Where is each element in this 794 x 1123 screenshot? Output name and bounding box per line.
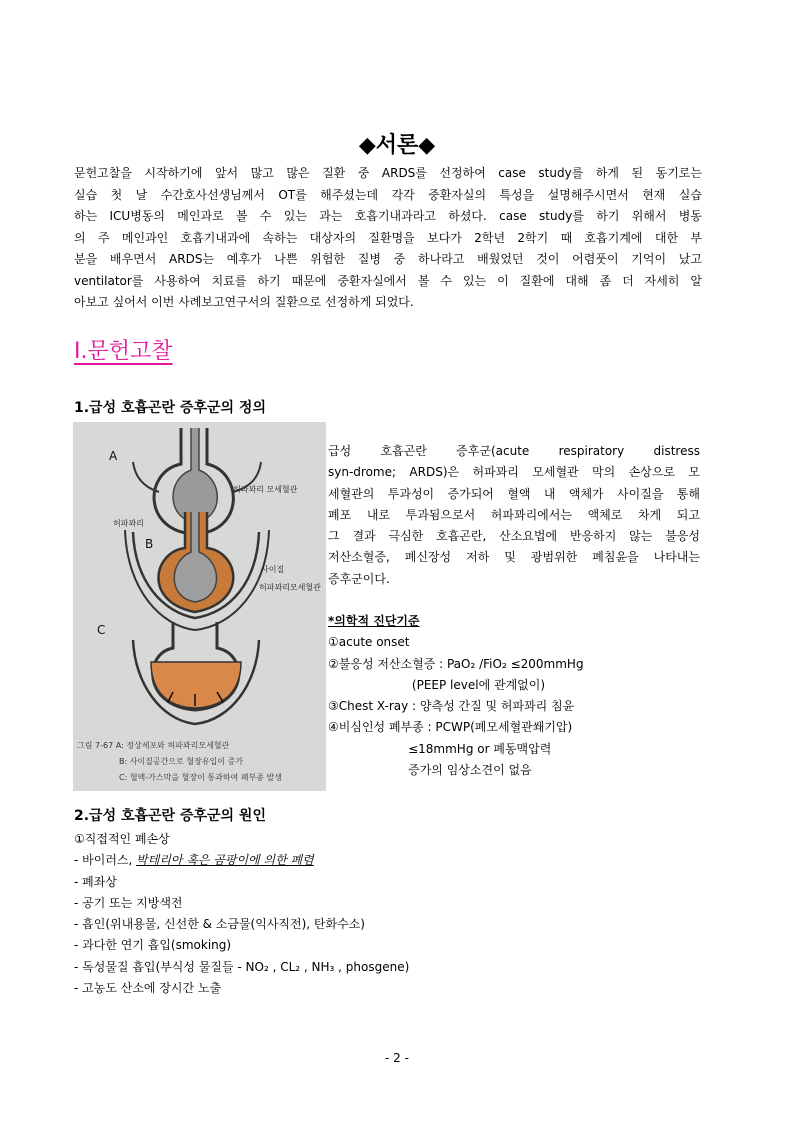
criteria-item: (PEEP level에 관계없이): [328, 677, 546, 692]
figure-caption-line: 그림 7-67 A: 정상세포와 허파꽈리모세혈관: [77, 741, 230, 750]
cause-item: - 공기 또는 지방색전: [74, 895, 183, 910]
page-number: - 2 -: [385, 1051, 409, 1065]
diagnostic-criteria: [328, 611, 584, 781]
criteria-item: ②불응성 저산소혈증 : PaO₂ /FiO₂ ≤200mmHg: [328, 656, 584, 671]
criteria-item: ①acute onset: [328, 635, 410, 650]
causes-list: [74, 829, 409, 999]
criteria-item: ≤18mmHg or 폐동맥압력: [328, 741, 552, 756]
intro-line: 하는 ICU병동의 메인과로 볼 수 있는 과는 호흡기내과라고 하셨다. case study를 하기 위해서 병동: [74, 209, 702, 223]
intro-line: 문헌고찰을 시작하기에 앞서 많고 많은 질환 중 ARDS를 선정하여 case study를 하게 된 동기로는: [74, 166, 702, 180]
causes-heading: ①직접적인 폐손상: [74, 832, 170, 846]
intro-line: 의 주 메인과인 호흡기내과에 속하는 대상자의 질환명을 보다가 2학년 2학기 때 호흡기계에 대한 부: [74, 230, 702, 245]
definition-line: 세혈관의 투과성이 증가되어 혈액 내 액체가 사이질을 통해: [328, 486, 700, 501]
figure-label-alveolus: 허파꽈리: [113, 519, 144, 528]
cause-item: - 과다한 연기 흡입(smoking): [74, 938, 232, 953]
intro-line: 분을 배우면서 ARDS는 예후가 나쁜 위험한 질병 중 하나라고 배웠었던 것이 어렴풋이 기억이 났고: [74, 252, 702, 266]
figure-caption-line: C: 혈액-가스막을 혈장이 통과하여 폐부종 발생: [119, 773, 282, 782]
definition-paragraph: [328, 441, 700, 590]
definition-line: 급성 호흡곤란 증후군(acute respiratory distress: [328, 444, 700, 458]
figure-label-c: C: [97, 623, 106, 637]
criteria-item: 증가의 임상소견이 없음: [328, 763, 532, 778]
cause-prefix: - 바이러스,: [74, 853, 137, 868]
definition-line: 폐포 내로 투과됨으로서 허파꽈리에서는 액체로 차게 되고: [328, 507, 700, 522]
cause-item: - 독성물질 흡입(부식성 물질들 - NO₂ , CL₂ , NH₃ , phosgene): [74, 959, 410, 974]
figure-label-capillary: 허파꽈리 모세혈관: [233, 485, 298, 494]
page-title: ◆서론◆: [358, 133, 436, 158]
cause-emphasis: 박테리아 혹은 곰팡이에 의한 폐렴: [136, 853, 314, 868]
definition-line: 그 결과 극심한 호흡곤란, 산소요법에 반응하지 않는 불응성: [328, 529, 700, 544]
criteria-title: *의학적 진단기준: [328, 614, 420, 628]
cause-item: - 폐좌상: [74, 874, 117, 889]
definition-line: syn-drome; ARDS)은 허파꽈리 모세혈관 막의 손상으로 모: [328, 465, 700, 480]
intro-line: 실습 첫 날 수간호사선생님께서 OT를 해주셨는데 각각 중환자실의 특성을 설명해주시면서 현재 실습: [74, 187, 702, 202]
criteria-item: ④비심인성 폐부종 : PCWP(폐모세혈관쐐기압): [328, 720, 573, 735]
cause-item: - 고농도 산소에 장시간 노출: [74, 981, 222, 996]
figure-label-capillary2: 허파꽈리모세혈관: [259, 583, 321, 592]
alveolus-figure: [73, 422, 326, 791]
subsection-heading-definition: 1.급성 호흡곤란 증후군의 정의: [74, 400, 266, 416]
section-heading: Ⅰ.문헌고찰: [74, 339, 173, 364]
figure-label-interstitium: 사이질: [261, 565, 285, 574]
cause-item: - 흡인(위내용물, 신선한 & 소금물(익사직전), 탄화수소): [74, 917, 365, 932]
intro-paragraph: [74, 163, 702, 314]
intro-line: ventilator를 사용하여 치료를 하기 때문에 중환자실에서 볼 수 있는 이 질환에 대해 좀 더 자세히 알: [74, 273, 702, 288]
subsection-heading-causes: 2.급성 호흡곤란 증후군의 원인: [74, 808, 266, 824]
definition-line: 증후군이다.: [328, 571, 390, 586]
cause-item-pneumonia: [74, 850, 409, 871]
figure-label-a: A: [109, 449, 118, 463]
definition-line: 저산소혈증, 폐신장성 저하 및 광범위한 폐침윤을 나타내는: [328, 550, 700, 565]
figure-caption-line: B: 사이질공간으로 혈장유입이 증가: [119, 757, 244, 766]
criteria-item: ③Chest X-ray : 양측성 간질 및 허파꽈리 침윤: [328, 699, 575, 714]
figure-label-b: B: [145, 537, 154, 551]
intro-line: 아보고 싶어서 이번 사례보고연구서의 질환으로 선정하게 되었다.: [74, 295, 414, 309]
